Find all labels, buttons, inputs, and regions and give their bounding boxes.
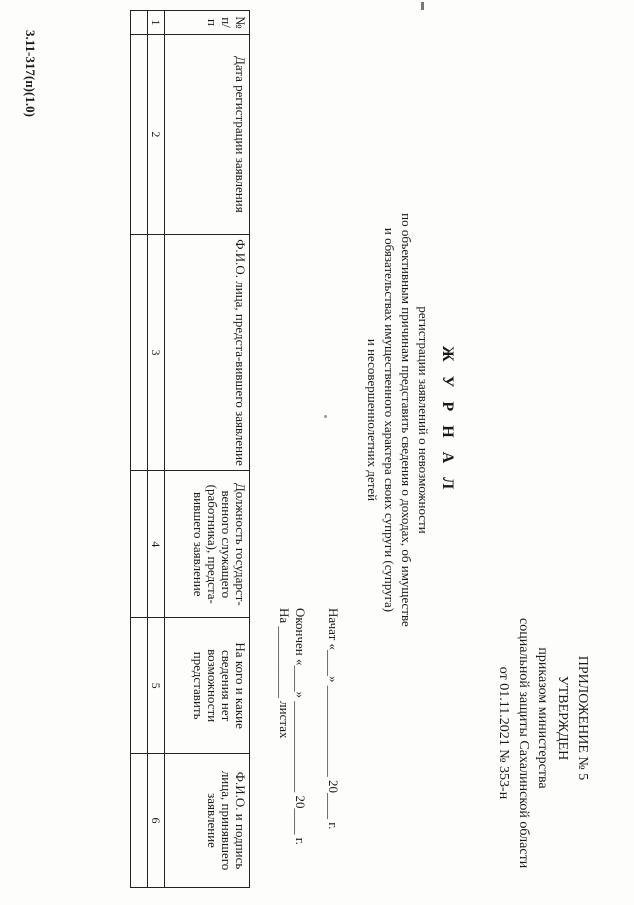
col-applicant-header: Ф.И.О. лица, предста-вившего заявление	[165, 234, 250, 471]
table-number-row	[148, 11, 165, 888]
col-position-header: Должность государст-венного служащего (работника), предста-вившего заявление	[165, 471, 250, 618]
journal-title: Ж У Р Н А Л	[439, 345, 456, 495]
col-receiver-header: Ф.И.О. и подпись лица, принявшего заявление	[165, 754, 250, 888]
col-number-3: 3	[148, 234, 165, 471]
col-info-header: На кого и какие сведения нет возможности представить	[165, 618, 250, 754]
col-number-4: 4	[148, 471, 165, 618]
journal-subtitle-4: и несовершеннолетних детей	[365, 338, 380, 502]
scan-edge-mark	[421, 2, 424, 10]
col-number-6: 6	[148, 754, 165, 888]
col-number-1: 1	[148, 11, 165, 35]
table-cell	[131, 754, 148, 888]
col-date-header: Дата регистрации заявления	[165, 34, 250, 234]
table-cell	[131, 234, 148, 471]
col-number-header: № п/п	[165, 11, 250, 35]
order-date-line: от 01.11.2021 № 353-н	[496, 666, 511, 800]
table-cell	[131, 11, 148, 35]
table-cell	[131, 471, 148, 618]
journal-subtitle-1: регистрации заявлений о невозможности	[416, 306, 431, 534]
table-cell	[131, 618, 148, 754]
approved-label: УТВЕРЖДЕН	[555, 675, 570, 761]
started-line: Начат «____» ______________ 20____ г.	[326, 608, 341, 830]
order-line: приказом министерства	[535, 647, 550, 789]
appendix-label: ПРИЛОЖЕНИЕ № 5	[575, 655, 590, 781]
registration-table	[130, 10, 250, 888]
scan-speck	[324, 415, 327, 418]
ministry-line: социальной защиты Сахалинской области	[516, 618, 531, 869]
col-number-5: 5	[148, 618, 165, 754]
finished-line: Окончен «____» ______________ 20____ г.	[293, 608, 308, 845]
sheets-line: На ___________ листах	[277, 608, 292, 739]
journal-subtitle-3: и обязательствах имущественного характера своих супруги (супруга)	[382, 227, 397, 613]
journal-subtitle-2: по объективным причинам представить сведения о доходах, об имуществе	[399, 213, 414, 627]
table-cell	[131, 34, 148, 234]
table-header-row	[165, 11, 250, 888]
table-row	[131, 11, 148, 888]
document-code: 3.11-317(п)(1.0)	[23, 30, 38, 117]
col-number-2: 2	[148, 34, 165, 234]
